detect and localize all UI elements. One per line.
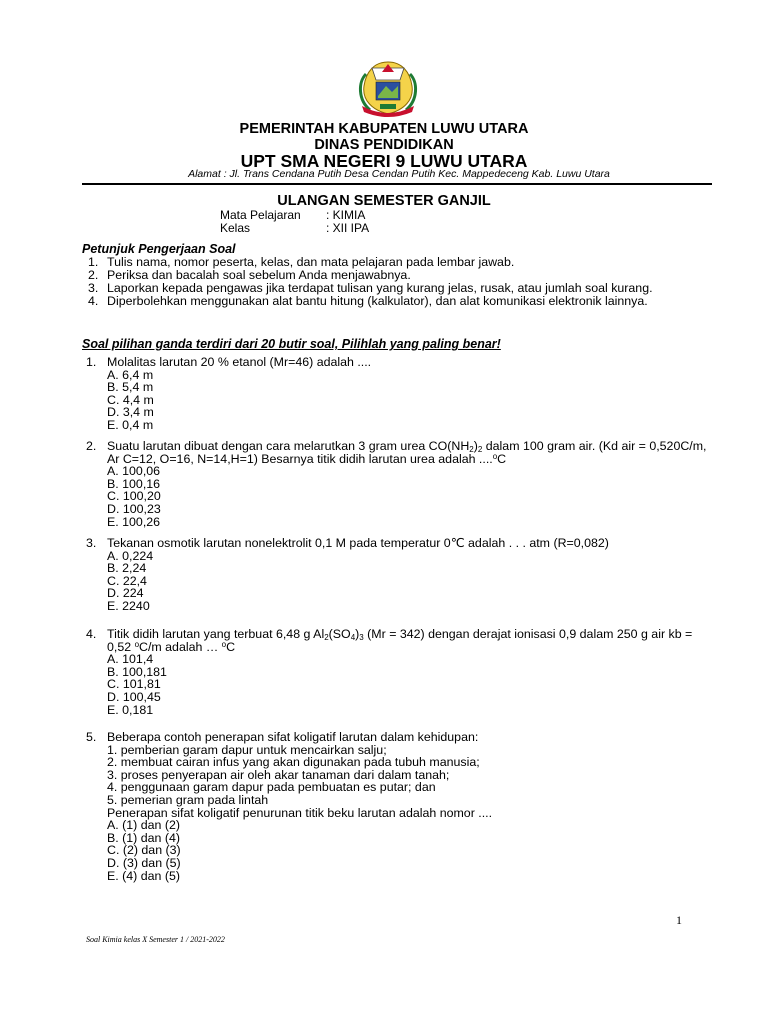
page-number: 1 <box>676 913 682 927</box>
option: A. 0,224 <box>107 548 154 563</box>
option: E. 2240 <box>107 598 150 613</box>
exam-title: ULANGAN SEMESTER GANJIL <box>277 193 491 209</box>
question-1: 1. Molalitas larutan 20 % etanol (Mr=46) adalah .... A. 6,4 m B. 5,4 m C. 4,4 m D. 3,4 m E. 0,4 m <box>86 356 716 432</box>
option: E. (4) dan (5) <box>107 868 180 883</box>
instruction-item: 1. Tulis nama, nomor peserta, kelas, dan mata pelajaran pada lembar jawab. <box>88 255 515 269</box>
option: C. 22,4 <box>107 573 147 588</box>
subject-label: Mata Pelajaran <box>220 208 301 222</box>
option: D. 3,4 m <box>107 405 154 420</box>
subject-value: : KIMIA <box>326 208 366 222</box>
question-3: 3. Tekanan osmotik larutan nonelektrolit 0,1 M pada temperatur 0℃ adalah . . . atm (R=0,082) A. 0,224 B. 2,24 C. 22,4 D. 224 E. 2240 <box>86 537 716 613</box>
class-row <box>220 221 369 235</box>
option: E. 100,26 <box>107 514 161 529</box>
option: A. 6,4 m <box>107 367 154 382</box>
option: C. 4,4 m <box>107 392 154 407</box>
section-heading: Soal pilihan ganda terdiri dari 20 butir soal, Pilihlah yang paling benar! <box>82 337 501 351</box>
option: C. (2) dan (3) <box>107 843 181 858</box>
statement-line: 2. membuat cairan infus yang akan digunakan pada tubuh manusia; <box>107 755 480 770</box>
option: B. 100,16 <box>107 476 161 491</box>
option: D. (3) dan (5) <box>107 855 181 870</box>
option: E. 0,181 <box>107 702 154 717</box>
statement-line: 4. penggunaan garam dapur pada pembuatan es putar; dan <box>107 780 436 795</box>
question-5: 5. Beberapa contoh penerapan sifat koligatif larutan dalam kehidupan: 1. pemberian garam dapur untuk mencairkan salju; 2. membuat cairan infus yang akan digunakan pada tubuh manusia; 3. proses penyerapan air oleh akar tanaman dari dalam tanah; 4. penggunaan garam dapur pada pembuatan es putar; dan 5. pemerian gram pada lintah Penerapan sifat koligatif penurunan titik beku larutan adalah nomor .... A. (1) dan (2) B. (1) dan (4) C. (2) dan (3) D. (3) dan (5) E. (4) dan (5) <box>86 731 716 882</box>
question-4: 4. Titik didih larutan yang terbuat 6,48 g $Al_2(SO_4)_3$ (Mr = 342) dengan derajat ionisasi 0,9 dalam 250 g air kb = 0,52 $^o$C/m adalah … $^o$C A. 101,4 B. 100,181 C. 101,81 D. 100,45 E. 0,181 <box>86 628 716 716</box>
instructions-list <box>88 256 712 308</box>
option: B. 2,24 <box>107 561 147 576</box>
question-text: Titik didih larutan yang terbuat 6,48 g $Al_2(SO_4)_3$ (Mr = 342) dengan derajat ionisasi 0,9 dalam 250 g air kb = 0,52 $^o$C/m adalah … $^o$C <box>107 627 693 654</box>
question-text: Beberapa contoh penerapan sifat koligatif larutan dalam kehidupan: <box>107 730 479 744</box>
instructions-heading: Petunjuk Pengerjaan Soal <box>82 242 236 256</box>
option: A. 101,4 <box>107 652 154 667</box>
question-prompt: Penerapan sifat koligatif penurunan titik beku larutan adalah nomor .... <box>107 805 493 820</box>
question-text: Tekanan osmotik larutan nonelektrolit 0,1 M pada temperatur 0℃ adalah . . . atm (R=0,082) <box>107 536 609 550</box>
header-divider <box>82 183 712 185</box>
subject-row <box>220 208 365 222</box>
class-value: : XII IPA <box>326 221 370 235</box>
question-2: 2. Suatu larutan dibuat dengan cara melarutkan 3 gram urea $CO(NH_2)_2$ dalam 100 gram air. (Kd air = 0,520C/m, Ar C=12, O=16, N=14,H=1) Besarnya titik didih larutan urea adalah ....$^o$C A. 100,06 B. 100,16 C. 100,20 D. 100,23 E. 100,26 <box>86 440 716 528</box>
option: B. 100,181 <box>107 664 167 679</box>
option: D. 100,45 <box>107 689 161 704</box>
statement-line: 3. proses penyerapan air oleh akar tanaman dari dalam tanah; <box>107 767 450 782</box>
option: A. (1) dan (2) <box>107 818 180 833</box>
header-department: DINAS PENDIDIKAN <box>314 137 454 153</box>
statement-line: 1. pemberian garam dapur untuk mencairkan salju; <box>107 742 387 757</box>
instruction-item: 3. Laporkan kepada pengawas jika terdapat tulisan yang kurang jelas, rusak, atau jumlah soal kurang. <box>88 281 653 295</box>
header-government: PEMERINTAH KABUPATEN LUWU UTARA <box>239 121 529 137</box>
instruction-item: 4. Diperbolehkan menggunakan alat bantu hitung (kalkulator), dan alat komunikasi elektronik lainnya. <box>88 294 648 308</box>
header-address: Alamat : Jl. Trans Cendana Putih Desa Cendan Putih Kec. Mappedeceng Kab. Luwu Utara <box>188 168 610 180</box>
option: C. 100,20 <box>107 489 161 504</box>
option: D. 224 <box>107 586 144 601</box>
question-text: Suatu larutan dibuat dengan cara melarutkan 3 gram urea $CO(NH_2)_2$ dalam 100 gram air. (Kd air = 0,520C/m, Ar C=12, O=16, N=14,H=1) Besarnya titik didih larutan urea adalah ....$^o$C <box>107 439 707 466</box>
school-emblem-logo <box>352 56 424 120</box>
option: B. 5,4 m <box>107 380 154 395</box>
class-label: Kelas <box>220 221 251 235</box>
question-text: Molalitas larutan 20 % etanol (Mr=46) adalah .... <box>107 355 372 369</box>
option: E. 0,4 m <box>107 417 154 432</box>
option: B. (1) dan (4) <box>107 830 180 845</box>
option: C. 101,81 <box>107 677 161 692</box>
instruction-item: 2. Periksa dan bacalah soal sebelum Anda menjawabnya. <box>88 268 411 282</box>
option: A. 100,06 <box>107 464 161 479</box>
statement-line: 5. pemerian gram pada lintah <box>107 792 269 807</box>
option: D. 100,23 <box>107 501 161 516</box>
page-footer: Soal Kimia kelas X Semester 1 / 2021-2022 <box>86 935 225 944</box>
header-school-name: UPT SMA NEGERI 9 LUWU UTARA <box>240 151 528 171</box>
